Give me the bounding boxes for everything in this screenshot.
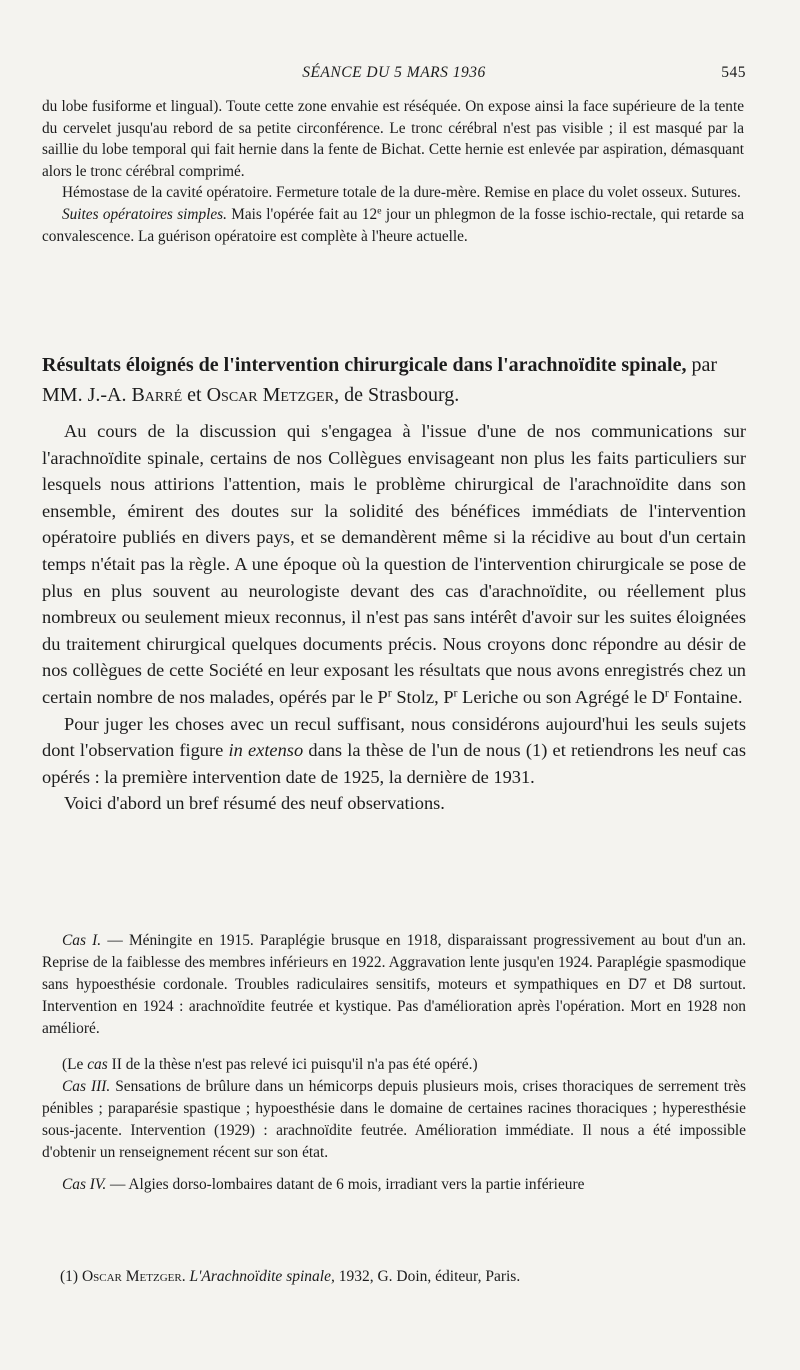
case-3-label: Cas III.: [62, 1078, 111, 1095]
article-title: [42, 350, 746, 410]
superscript-e: e: [377, 205, 382, 217]
running-title: SÉANCE DU 5 MARS 1936: [302, 64, 486, 81]
paragraph-method: [42, 711, 746, 791]
case-list: [42, 930, 746, 1196]
footnote-author: Oscar Metzger.: [81, 1268, 186, 1285]
case-2-note: [42, 1054, 746, 1076]
case-2-text-b: II de la thèse n'est pas relevé ici puisqu'il n'a pas été opéré.): [107, 1056, 478, 1073]
case-3: [42, 1076, 746, 1164]
case-1-label: Cas I.: [62, 932, 102, 949]
intro-text-a: Au cours de la discussion qui s'engagea à l'issue d'une de nos communications sur l'arachnoïdite spinale, certains de nos Collègues envisageant non plus les faits particuliers sur lesquels nous attirions l'attention, mais le problème chirurgical de l'arachnoïdite dans son ensemble, émirent des doutes sur la solidité des bénéfices immédiats de l'intervention opératoire publiés en divers pays, et se demandèrent même si la récidive au bout d'un certain temps n'était pas la règle. A une époque où la question de l'intervention chirurgicale se pose de plus en plus souvent au neurologiste devant des cas d'arachnoïdite, ou réellement plus nombreux ou seulement mieux reconnus, il n'est pas sans intérêt d'avoir sur les suites éloignées du traitement chirurgical quelques documents précis. Nous croyons donc répondre au désir de nos collègues de cette Société en leur exposant les résultats que nous avons enregistrés chez un certain nombre de nos malades, opérés par le P: [42, 421, 746, 707]
case-2-italic: cas: [87, 1056, 108, 1073]
paragraph-suites: [42, 204, 744, 247]
continued-text: [42, 96, 744, 247]
case-3-text: Sensations de brûlure dans un hémicorps depuis plusieurs mois, crises thoraciques de serrement très pénibles ; paraparésie spastique ; hypoesthésie dans le domaine de certaines racines thoraciques ; hyperesthésie sous-jacente. Intervention (1929) : arachnoïdite feutrée. Amélioration immédiate. Il nous a été impossible d'obtenir un renseignement récent sur son état.: [42, 1078, 746, 1161]
author-barre: J.-A. Barré: [87, 384, 183, 406]
intro-text-d: Fontaine.: [668, 686, 743, 707]
footnote-title: L'Arachnoïdite spinale,: [189, 1268, 335, 1285]
case-2-text-a: (Le: [62, 1056, 88, 1073]
case-1: [42, 930, 746, 1040]
superscript-r: r: [664, 685, 669, 700]
article-place: , de Strasbourg.: [334, 384, 460, 406]
footnote: [60, 1266, 750, 1288]
article-title-bold: Résultats éloignés de l'intervention chirurgicale dans l'arachnoïdite spinale,: [42, 354, 687, 376]
page-number: 545: [721, 64, 746, 81]
author-metzger: Oscar Metzger: [206, 384, 335, 406]
superscript-r: r: [387, 685, 392, 700]
article-by: par MM.: [42, 354, 717, 406]
paragraph-continued: du lobe fusiforme et lingual). Toute cette zone envahie est réséquée. On expose ainsi la face supérieure de la tente du cervelet jusqu'au rebord de sa petite circonférence. Le tronc cérébral n'est pas visible ; il est masqué par la saillie du lobe temporal qui fait hernie dans la fente de Bichat. Cette hernie est enlevée par aspiration, démasquant alors le tronc cérébral comprimé.: [42, 98, 744, 180]
case-4: [42, 1174, 746, 1196]
article-and: et: [182, 384, 207, 406]
method-text-b: dans la thèse de l'un de nous (1) et retiendrons les neuf cas opérés : la première intervention date de 1925, la dernière de 1931.: [42, 740, 746, 787]
case-4-label: Cas IV.: [62, 1176, 107, 1193]
in-extenso: in extenso: [228, 740, 304, 761]
running-header: [42, 64, 746, 86]
suites-label: Suites opératoires simples.: [62, 205, 227, 223]
method-text-a: Pour juger les choses avec un recul suffisant, nous considérons aujourd'hui les seuls sujets dont l'observation figure: [42, 713, 746, 761]
suites-text-a: Mais l'opérée fait au 12: [226, 205, 378, 223]
paragraph-intro: [42, 418, 746, 711]
case-4-text: — Algies dorso-lombaires datant de 6 mois, irradiant vers la partie inférieure: [106, 1176, 585, 1193]
intro-text-b: Stolz, P: [391, 686, 454, 707]
footnote-mark: (1): [60, 1268, 79, 1285]
footnote-rest: 1932, G. Doin, éditeur, Paris.: [334, 1268, 521, 1285]
paragraph-summary-intro: Voici d'abord un bref résumé des neuf observations.: [64, 793, 445, 814]
superscript-r: r: [453, 685, 458, 700]
intro-text-c: Leriche ou son Agrégé le D: [457, 686, 665, 707]
article-body: [42, 418, 746, 817]
suites-text-b: jour un phlegmon de la fosse ischio-rectale, qui retarde sa convalescence. La guérison opératoire est complète à l'heure actuelle.: [42, 205, 745, 245]
case-1-text: — Méningite en 1915. Paraplégie brusque en 1918, disparaissant progressivement au bout d'un an. Reprise de la faiblesse des membres inférieurs en 1922. Aggravation lente jusqu'en 1924. Paraplégie spasmodique sans hypoesthésie cordonale. Troubles radiculaires sensitifs, moteurs et sympathiques en D7 et D8 surtout. Intervention en 1924 : arachnoïdite feutrée et kystique. Pas d'amélioration après l'opération. Mort en 1928 non amélioré.: [42, 932, 746, 1037]
paragraph-hemostase: Hémostase de la cavité opératoire. Fermeture totale de la dure-mère. Remise en place du volet osseux. Sutures.: [62, 184, 741, 202]
